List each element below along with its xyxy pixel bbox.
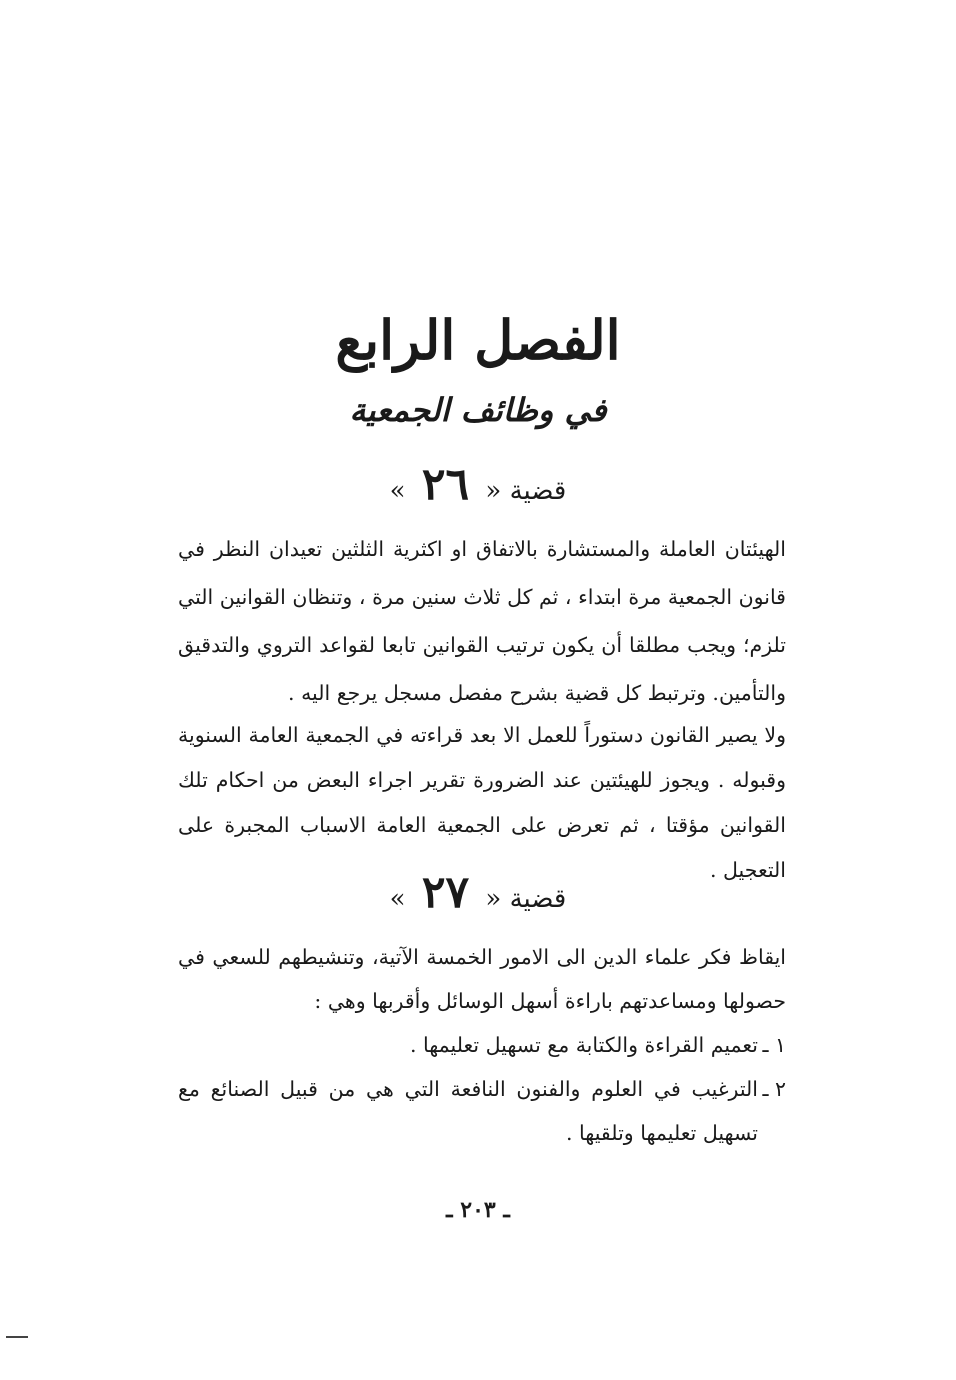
case-26-heading <box>0 460 956 516</box>
list-marker: ٢ ـ <box>762 1077 786 1101</box>
case-number: ٢٧ <box>421 867 470 918</box>
list-marker: ١ ـ <box>762 1033 786 1057</box>
chapter-subtitle: في وظائف الجمعية <box>349 391 607 429</box>
case-27-body <box>178 935 786 1155</box>
quote-close: » <box>389 476 406 506</box>
paragraph-text: ولا يصير القانون دستوراً للعمل الا بعد قراءته في الجمعية العامة السنوية وقبوله . ويجوز للهيئتين عند الضرورة تقرير اجراء البعض من احكام تلك القوانين مؤقتا ، ثم تعرض على الجمعية العامة الاسباب المجبرة على التعجيل . <box>178 723 786 882</box>
list-item <box>178 1067 786 1155</box>
quote-open: « <box>485 476 502 506</box>
quote-close: » <box>389 884 406 914</box>
case-27-heading <box>0 868 956 924</box>
list-item <box>178 1023 786 1067</box>
case-label: قضية <box>509 884 567 914</box>
case-26-paragraph-2 <box>178 713 786 893</box>
list-item-text: تعميم القراءة والكتابة مع تسهيل تعليمها . <box>409 1033 758 1057</box>
case-label: قضية <box>509 476 567 506</box>
quote-open: « <box>485 884 502 914</box>
page-number: ـ ٢٠٣ ـ <box>446 1197 510 1223</box>
case-27-intro: ايقاظ فكر علماء الدين الى الامور الخمسة الآتية، وتنشيطهم للسعي في حصولها ومساعدتهم باراءة أسهل الوسائل وأقربها وهي : <box>178 945 786 1013</box>
paragraph-text: الهيئتان العاملة والمستشارة بالاتفاق او اكثرية الثلثين تعيدان النظر في قانون الجمعية مرة ابتداء ، ثم كل ثلاث سنين مرة ، وتنظان القوانين التي تلزم؛ ويجب مطلقا أن يكون ترتيب القوانين تابعا لقواعد التروي والتدقيق والتأمين. وترتبط كل قضية بشرح مفصل مسجل يرجع اليه . <box>178 537 786 705</box>
chapter-title: الفصل الرابع <box>335 308 621 372</box>
scan-edge-mark <box>6 1336 28 1338</box>
list-item-text: الترغيب في العلوم والفنون النافعة التي هي من قبيل الصنائع مع تسهيل تعليمها وتلقيها . <box>178 1077 758 1145</box>
case-number: ٢٦ <box>421 459 470 510</box>
case-26-paragraph-1 <box>178 525 786 717</box>
